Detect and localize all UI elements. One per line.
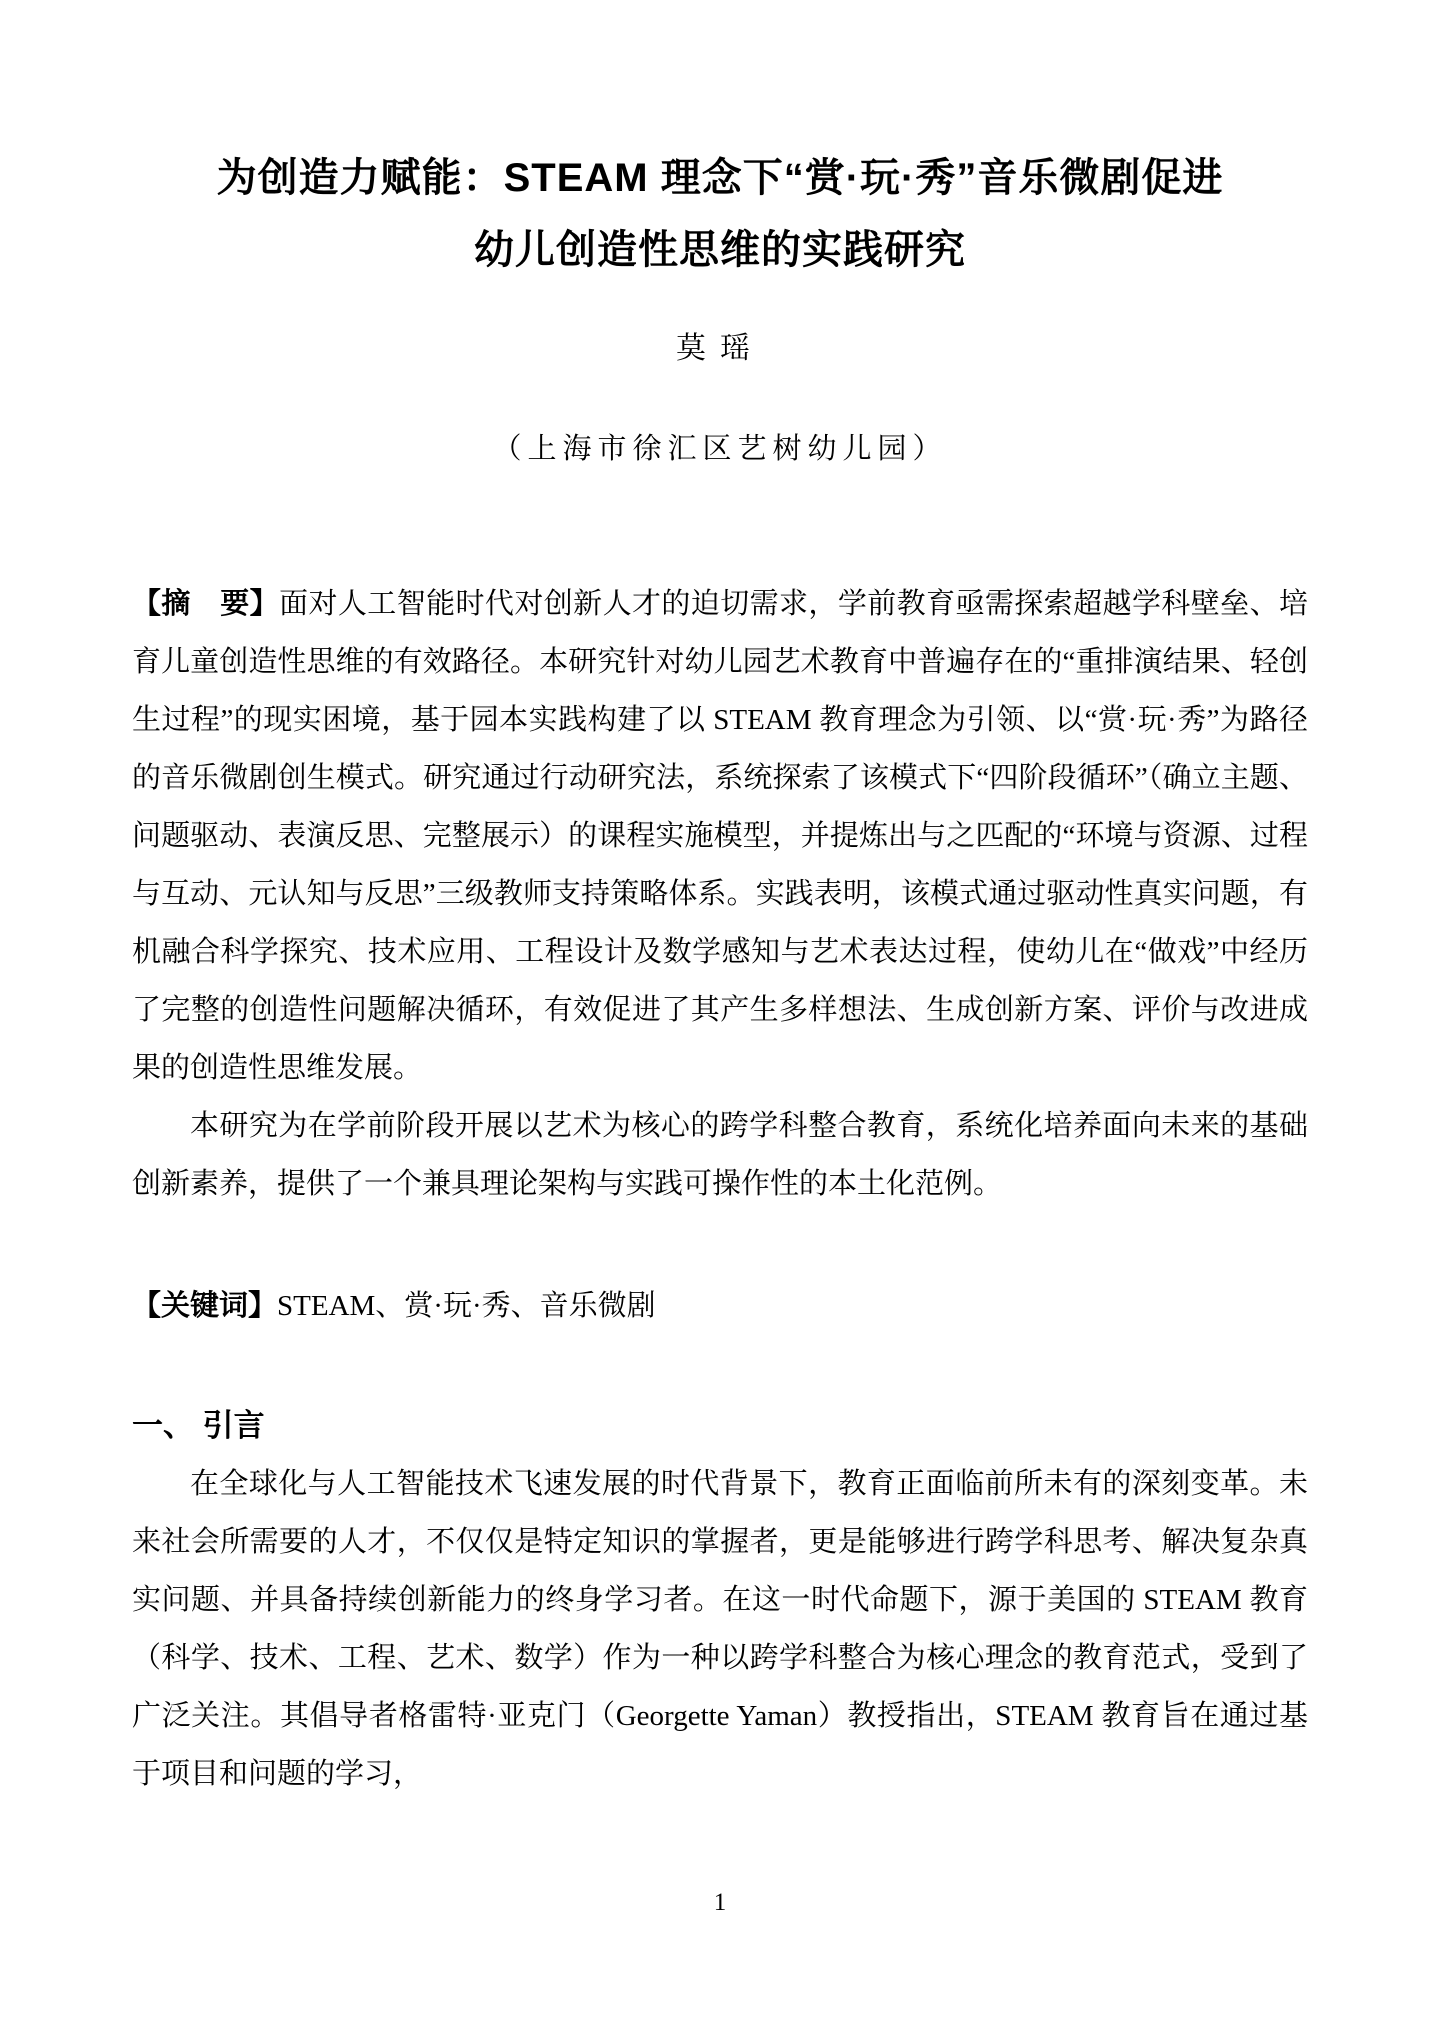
abstract-paragraph-2: 本研究为在学前阶段开展以艺术为核心的跨学科整合教育，系统化培养面向未来的基础创新素养，提供了一个兼具理论架构与实践可操作性的本土化范例。: [132, 1110, 1308, 1200]
paper-title-line-2: 幼儿创造性思维的实践研究: [474, 228, 966, 272]
paper-title: [132, 0, 1308, 286]
abstract-label: 【摘 要】: [132, 588, 280, 620]
abstract-text-1: 面对人工智能时代对创新人才的迫切需求，学前教育亟需探索超越学科壁垒、培育儿童创造性思维的有效路径。本研究针对幼儿园艺术教育中普遍存在的“重排演结果、轻创生过程”的现实困境，基于园本实践构建了以 STEAM 教育理念为引领、以“赏·玩·秀”为路径的音乐微剧创生模式。研究通过行动研究法，系统探索了该模式下“四阶段循环”（确立主题、问题驱动、表演反思、完整展示）的课程实施模型，并提炼出与之匹配的“环境与资源、过程与互动、元认知与反思”三级教师支持策略体系。实践表明，该模式通过驱动性真实问题，有机融合科学探究、技术应用、工程设计及数学感知与艺术表达过程，使幼儿在“做戏”中经历了完整的创造性问题解决循环，有效促进了其产生多样想法、生成创新方案、评价与改进成果的创造性思维发展。: [132, 588, 1308, 1084]
abstract-paragraph-1: [132, 575, 1308, 1097]
section-1-heading: 一、 引言: [132, 1408, 265, 1443]
page-footer: [0, 1888, 1440, 1918]
paper-title-line-1: 为创造力赋能：STEAM 理念下“赏·玩·秀”音乐微剧促进: [216, 156, 1224, 200]
keywords-line: [132, 1277, 1308, 1335]
keywords-text: STEAM、赏·玩·秀、音乐微剧: [277, 1290, 656, 1322]
page-number: 1: [713, 1889, 727, 1916]
author-name: 莫瑶: [676, 332, 764, 365]
section-1-paragraph-1: 在全球化与人工智能技术飞速发展的时代背景下，教育正面临前所未有的深刻变革。未来社会所需要的人才，不仅仅是特定知识的掌握者，更是能够进行跨学科思考、解决复杂真实问题、并具备持续创新能力的终身学习者。在这一时代命题下，源于美国的 STEAM 教育（科学、技术、工程、艺术、数学）作为一种以跨学科整合为核心理念的教育范式，受到了广泛关注。其倡导者格雷特·亚克门（Georgette Yaman）教授指出，STEAM 教育旨在通过基于项目和问题的学习，: [132, 1468, 1308, 1790]
keywords-label: 【关键词】: [132, 1290, 278, 1322]
author-affiliation: （上海市徐汇区艺树幼儿园）: [492, 433, 948, 465]
